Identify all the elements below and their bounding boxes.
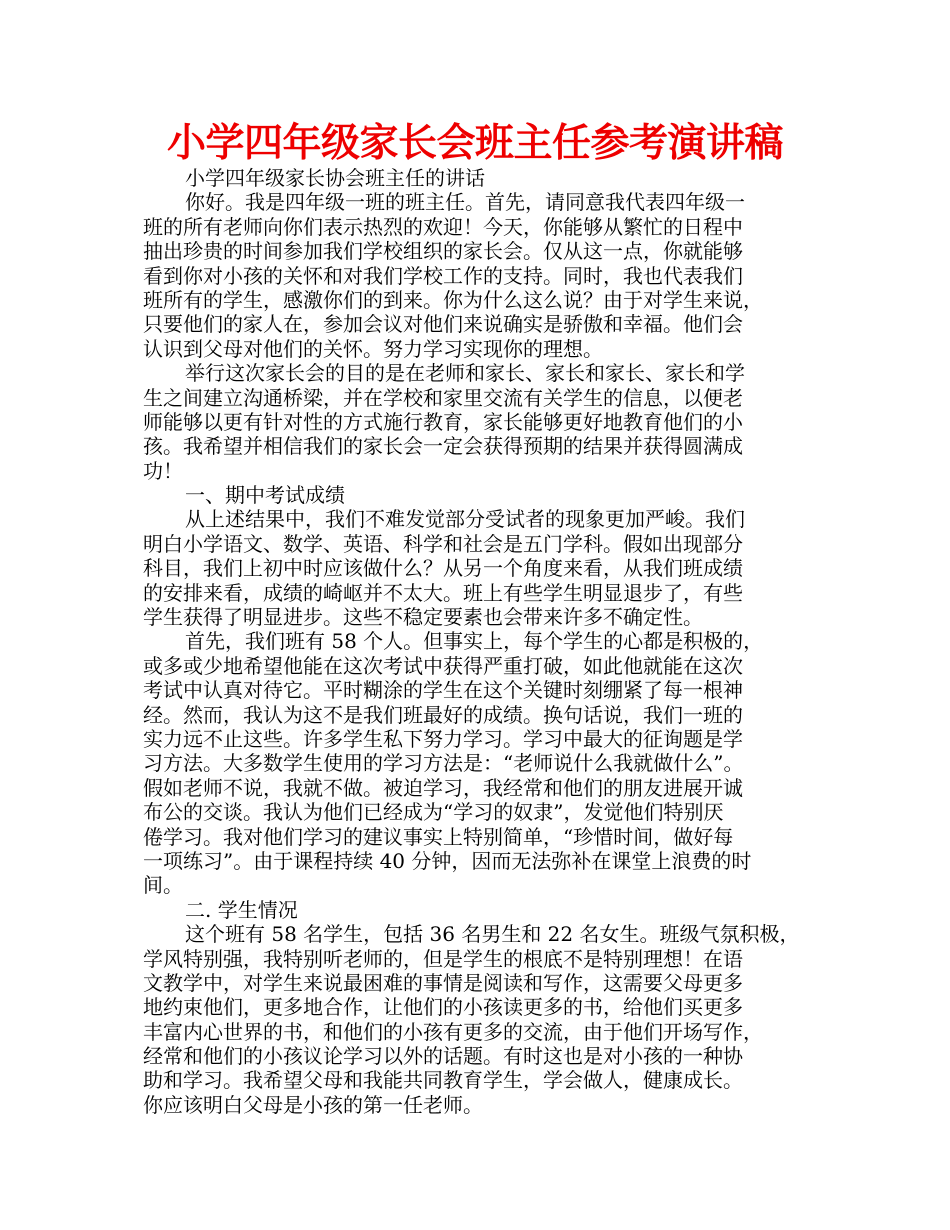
text-line: 倦学习。我对他们学习的建议事实上特别简单，“珍惜时间，做好每 bbox=[143, 824, 734, 849]
text-line: 孩。我希望并相信我们的家长会一定会获得预期的结果并获得圆满成 bbox=[143, 434, 743, 459]
text-line: 地约束他们，更多地合作，让他们的小孩读更多的书，给他们买更多 bbox=[143, 995, 743, 1020]
text-line: 学风特别强，我特别听老师的，但是学生的根底不是特别理想！在语 bbox=[143, 946, 743, 971]
text-line: 习方法。大多数学生使用的学习方法是：“老师说什么我就做什么”。 bbox=[143, 751, 744, 776]
text-line: 班的所有老师向你们表示热烈的欢迎！今天，你能够从繁忙的日程中 bbox=[143, 214, 743, 239]
text-line: 只要他们的家人在，参加会议对他们来说确实是骄傲和幸福。他们会 bbox=[143, 312, 743, 337]
text-line: 助和学习。我希望父母和我能共同教育学生，学会做人，健康成长。 bbox=[143, 1068, 743, 1093]
text-line: 一、期中考试成绩 bbox=[185, 483, 345, 508]
text-line: 丰富内心世界的书，和他们的小孩有更多的交流，由于他们开场写作， bbox=[143, 1019, 763, 1044]
text-line: 学生获得了明显进步。这些不稳定要素也会带来许多不确定性。 bbox=[143, 605, 703, 630]
text-line: 或多或少地希望他能在这次考试中获得严重打破，如此他就能在这次 bbox=[143, 653, 743, 678]
text-line: 你应该明白父母是小孩的第一任老师。 bbox=[143, 1092, 483, 1117]
text-line: 一项练习”。由于课程持续 40 分钟，因而无法弥补在课堂上浪费的时 bbox=[143, 848, 752, 873]
text-line: 师能够以更有针对性的方式施行教育，家长能够更好地教育他们的小 bbox=[143, 409, 743, 434]
text-line: 认识到父母对他们的关怀。努力学习实现你的理想。 bbox=[143, 336, 603, 361]
text-line: 实力远不止这些。许多学生私下努力学习。学习中最大的征询题是学 bbox=[143, 726, 743, 751]
text-line: 你好。我是四年级一班的班主任。首先，请同意我代表四年级一 bbox=[185, 190, 745, 215]
text-line: 考试中认真对待它。平时糊涂的学生在这个关键时刻绷紧了每一根神 bbox=[143, 678, 743, 703]
text-line: 科目，我们上初中时应该做什么？从另一个角度来看，从我们班成绩 bbox=[143, 556, 743, 581]
text-line: 首先，我们班有 58 个人。但事实上，每个学生的心都是积极的， bbox=[185, 629, 764, 654]
text-line: 举行这次家长会的目的是在老师和家长、家长和家长、家长和学 bbox=[185, 361, 745, 386]
text-line: 二. 学生情况 bbox=[185, 897, 298, 922]
text-line: 功！ bbox=[143, 458, 183, 483]
text-line: 布公的交谈。我认为他们已经成为“学习的奴隶”，发觉他们特别厌 bbox=[143, 800, 724, 825]
text-line: 经。然而，我认为这不是我们班最好的成绩。换句话说，我们一班的 bbox=[143, 702, 743, 727]
text-line: 假如老师不说，我就不做。被迫学习，我经常和他们的朋友进展开诚 bbox=[143, 775, 743, 800]
text-line: 间。 bbox=[143, 873, 183, 898]
text-line: 文教学中，对学生来说最困难的事情是阅读和写作，这需要父母更多 bbox=[143, 970, 743, 995]
text-line: 从上述结果中，我们不难发觉部分受试者的现象更加严峻。我们 bbox=[185, 507, 745, 532]
text-line: 这个班有 58 名学生，包括 36 名男生和 22 名女生。班级气氛积极， bbox=[185, 922, 800, 947]
text-line: 的安排来看，成绩的崎岖并不太大。班上有些学生明显退步了，有些 bbox=[143, 580, 743, 605]
text-line: 看到你对小孩的关怀和对我们学校工作的支持。同时，我也代表我们 bbox=[143, 263, 743, 288]
document-title: 小学四年级家长会班主任参考演讲稿 bbox=[166, 121, 783, 166]
text-line: 班所有的学生，感激你们的到来。你为什么这么说？由于对学生来说， bbox=[143, 287, 763, 312]
text-line: 小学四年级家长协会班主任的讲话 bbox=[185, 166, 485, 190]
document-body bbox=[143, 166, 827, 1117]
text-line: 抽出珍贵的时间参加我们学校组织的家长会。仅从这一点，你就能够 bbox=[143, 239, 743, 264]
text-line: 经常和他们的小孩议论学习以外的话题。有时这也是对小孩的一种协 bbox=[143, 1044, 743, 1069]
text-line: 生之间建立沟通桥梁，并在学校和家里交流有关学生的信息，以便老 bbox=[143, 385, 743, 410]
text-line: 明白小学语文、数学、英语、科学和社会是五门学科。假如出现部分 bbox=[143, 531, 743, 556]
